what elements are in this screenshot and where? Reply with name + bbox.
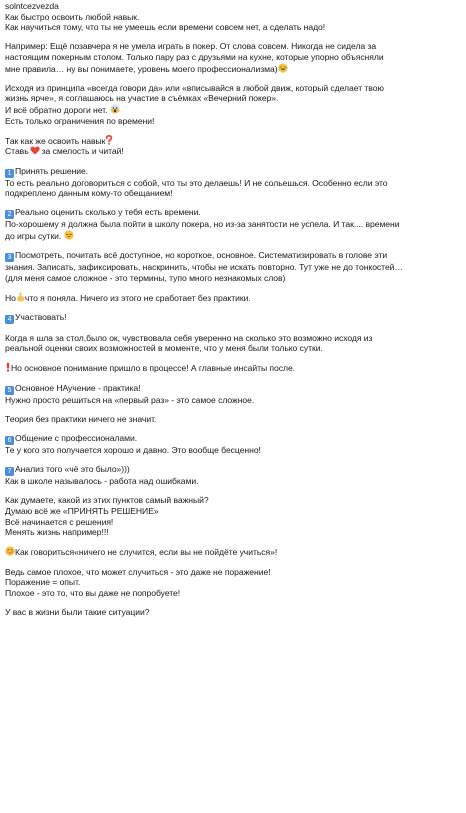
final-question-line: У вас в жизни были такие ситуации?	[5, 606, 150, 617]
step-title: Общение с профессионалами.	[15, 432, 138, 443]
step-line: Как в школе называлось - работа над ошибками.	[5, 476, 199, 487]
smiling-face-icon	[5, 546, 15, 556]
important-line: Менять жизнь например!!!	[5, 527, 109, 538]
step-title-line	[5, 464, 453, 476]
number-7-badge-icon: 7	[5, 467, 14, 476]
but-line	[5, 292, 453, 304]
example-line-with-emoji	[5, 63, 453, 75]
principle-line-with-emoji	[5, 104, 453, 116]
paragraph-gap	[5, 283, 453, 292]
paragraph-gap	[5, 558, 453, 567]
number-2-badge-icon: 2	[5, 210, 14, 219]
laughing-face-icon	[278, 63, 288, 73]
table-line: Когда я шла за стол,было ок, чувствовала себя уверенно на сколько это возможно исходя из	[5, 332, 373, 343]
step-title: Участвовать!	[15, 312, 67, 323]
pointing-up-hand-icon	[16, 292, 25, 302]
sleepy-face-icon	[64, 230, 74, 240]
paragraph-gap	[5, 33, 453, 42]
quote-line	[5, 546, 453, 558]
paragraph-gap	[5, 74, 453, 83]
important-line: Всё начинается с решения!	[5, 516, 114, 527]
intro-line: Как научиться тому, что ты не умеешь если времени совсем нет, а сделать надо!	[5, 22, 326, 33]
number-5-badge-icon: 5	[5, 386, 14, 395]
intro-line: Как быстро освоить любой навык.	[5, 11, 140, 22]
step-title: Реально оценить сколько у тебя есть времени.	[15, 207, 201, 218]
paragraph-gap	[5, 456, 453, 465]
paragraph-gap	[5, 303, 453, 312]
step-line-with-emoji	[5, 230, 453, 242]
step-line: По-хорошему я должна была пойти в школу покера, но из-за занятости не успела. И так.... времени	[5, 219, 400, 230]
step-title-line	[5, 433, 453, 445]
step-text: до игры сутки.	[5, 230, 62, 241]
step-title-line	[5, 383, 453, 395]
step-title: Принять решение.	[15, 165, 89, 176]
step-line: знания. Записать, зафиксировать, наскринить, чтобы не искать повторно. Тут уже не до тонкостей…	[5, 262, 403, 273]
post-author[interactable]: solntcezvezda	[5, 1, 59, 11]
red-heart-icon	[30, 146, 40, 155]
step-title-line	[5, 207, 453, 219]
like-suffix: за смелость и читай!	[41, 146, 124, 157]
outro-line: Ведь самое плохое, что может случиться - это даже не поражение!	[5, 566, 271, 577]
example-line: настоящим покерным столом. Только пару раз с друзьями на кухне, которые упорно объясняли	[5, 51, 384, 62]
paragraph-gap	[5, 199, 453, 208]
outro-line: Плохое - это то, что вы даже не попробуете!	[5, 587, 181, 598]
number-3-badge-icon: 3	[5, 253, 14, 262]
step-line: Нужно просто решиться на «первый раз» - это самое сложное.	[5, 394, 255, 405]
paragraph-gap	[5, 126, 453, 135]
step-title-line	[5, 250, 453, 262]
how-question-text: Так как же освоить навык	[5, 135, 106, 146]
paragraph-gap	[5, 324, 453, 333]
paragraph-gap	[5, 424, 453, 433]
step-title-line	[5, 166, 453, 178]
screaming-face-icon	[110, 104, 120, 114]
number-1-badge-icon: 1	[5, 169, 14, 178]
principle-line: Исходя из принципа «всегда говори да» или «вписывайся в любой движ, который сделает твою	[5, 82, 384, 93]
but-prefix: Но	[5, 292, 16, 303]
theory-line: Теория без практики ничего не значит.	[5, 413, 157, 424]
table-line: реальной оценки своих возможностей в моменте, что у меня были только сутки.	[5, 343, 323, 354]
principle-line: жизнь ярче», я соглашаюсь на участие в съёмках «Вечерний покер».	[5, 93, 279, 104]
paragraph-gap	[5, 157, 453, 166]
insight-text: Но основное понимание пришло в процессе! А главные инсайты после.	[11, 363, 296, 374]
step-line: подкреплено данным кому-то обещанием!	[5, 188, 173, 199]
step-text: Посмотреть, почитать всё доступное, но короткое, основное. Систематизировать в голове эти	[15, 250, 388, 261]
quote-text: Как говориться«ничего не случится, если вы не пойдёте учиться»!	[15, 547, 278, 558]
like-prefix: Ставь	[5, 146, 29, 157]
step-title: Основное НАучение - практика!	[15, 382, 141, 393]
example-line: Например: Ещё позавчера я не умела играть в покер. От слова совсем. Никогда не сидела за	[5, 41, 377, 52]
paragraph-gap	[5, 374, 453, 383]
but-suffix: что я поняла. Ничего из этого не сработает без практики.	[24, 292, 251, 303]
red-question-mark-icon	[105, 135, 113, 145]
number-6-badge-icon: 6	[5, 436, 14, 445]
principle-text: И всё обратно дороги нет.	[5, 104, 108, 115]
paragraph-gap	[5, 241, 453, 250]
step-title-line	[5, 312, 453, 324]
step-line: То есть реально договориться с собой, что ты это делаешь! И не сольешься. Особенно если это	[5, 177, 388, 188]
paragraph-gap	[5, 405, 453, 414]
paragraph-gap	[5, 354, 453, 363]
outro-line: Поражение = опыт.	[5, 577, 81, 588]
paragraph-gap	[5, 598, 453, 607]
step-line: Те у кого это получается хорошо и давно. Это вообще бесценно!	[5, 444, 261, 455]
important-line: Как думаете, какой из этих пунктов самый важный?	[5, 495, 209, 506]
how-question-line	[5, 135, 453, 147]
principle-line: Есть только ограничения по времени!	[5, 115, 155, 126]
like-line	[5, 146, 453, 157]
paragraph-gap	[5, 487, 453, 496]
number-4-badge-icon: 4	[5, 315, 14, 324]
important-line: Думаю всё же «ПРИНЯТЬ РЕШЕНИЕ»	[5, 505, 159, 516]
step-line: (для меня самое сложное - это термины, тупо много незнакомых слов)	[5, 272, 286, 283]
insight-line	[5, 362, 453, 374]
paragraph-gap	[5, 538, 453, 547]
step-title: Анализ того «чё это было»)))	[15, 464, 130, 475]
example-text: мне правила… ну вы понимаете, уровень моего профессионализма)	[5, 63, 278, 74]
